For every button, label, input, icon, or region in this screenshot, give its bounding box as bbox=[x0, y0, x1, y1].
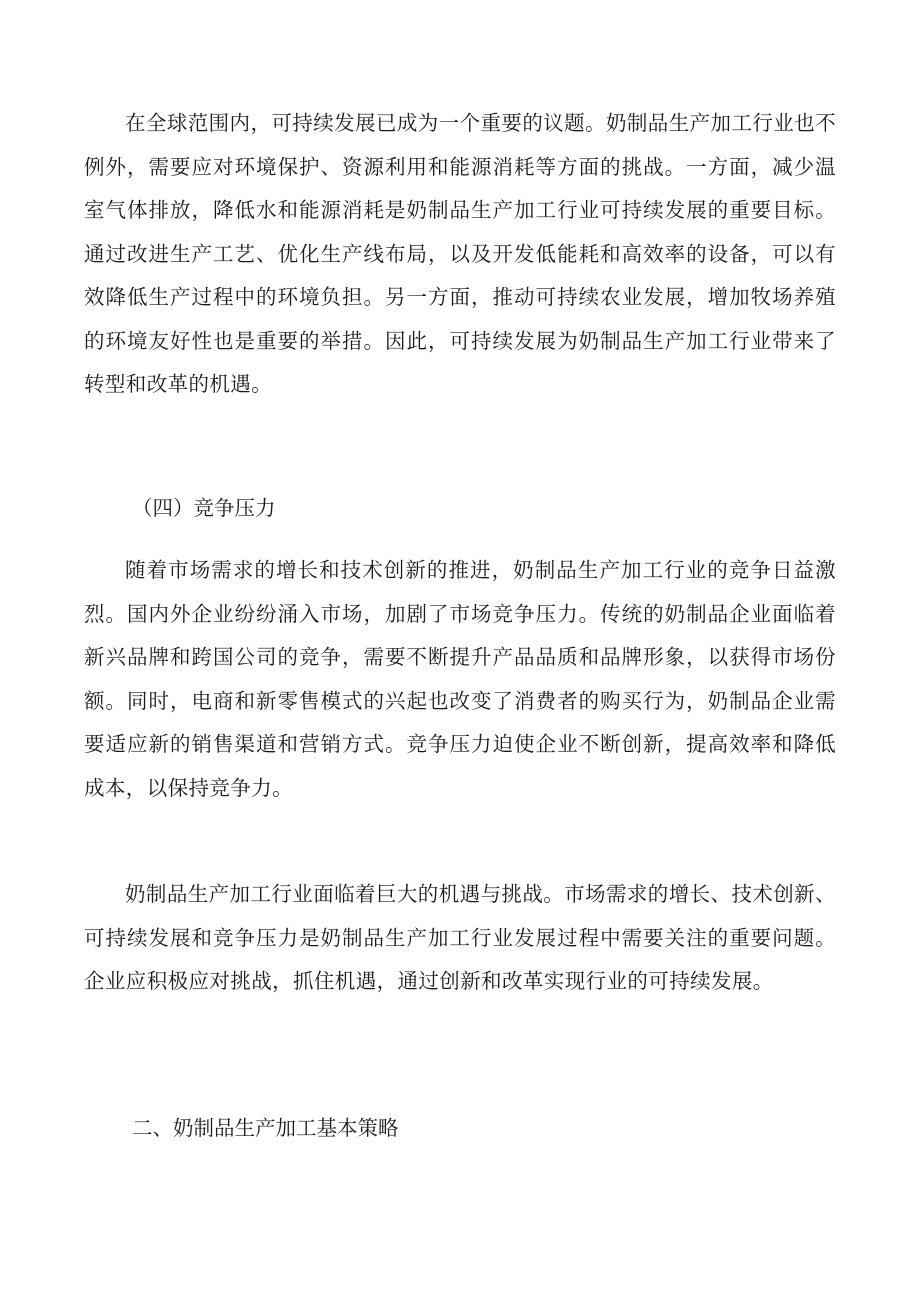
heading-section-two: 二、奶制品生产加工基本策略 bbox=[132, 1116, 399, 1140]
paragraph-competition-pressure: 随着市场需求的增长和技术创新的推进，奶制品生产加工行业的竞争日益激烈。国内外企业纷纷涌入市场，加剧了市场竞争压力。传统的奶制品企业面临着新兴品牌和跨国公司的竞争，需要不断提升产品品质和品牌形象，以获得市场份额。同时，电商和新零售模式的兴起也改变了消费者的购买行为，奶制品企业需要适应新的销售渠道和营销方式。竞争压力迫使企业不断创新，提高效率和降低成本，以保持竞争力。 bbox=[84, 558, 836, 800]
paragraph-sustainability: 在全球范围内，可持续发展已成为一个重要的议题。奶制品生产加工行业也不例外，需要应对环境保护、资源利用和能源消耗等方面的挑战。一方面，减少温室气体排放，降低水和能源消耗是奶制品生产加工行业可持续发展的重要目标。通过改进生产工艺、优化生产线布局，以及开发低能耗和高效率的设备，可以有效降低生产过程中的环境负担。另一方面，推动可持续农业发展，增加牧场养殖的环境友好性也是重要的举措。因此，可持续发展为奶制品生产加工行业带来了转型和改革的机遇。 bbox=[84, 111, 836, 396]
heading-competition-pressure: （四）竞争压力 bbox=[132, 496, 276, 520]
paragraph-summary: 奶制品生产加工行业面临着巨大的机遇与挑战。市场需求的增长、技术创新、可持续发展和竞争压力是奶制品生产加工行业发展过程中需要关注的重要问题。企业应积极应对挑战，抓住机遇，通过创新和改革实现行业的可持续发展。 bbox=[84, 882, 836, 993]
